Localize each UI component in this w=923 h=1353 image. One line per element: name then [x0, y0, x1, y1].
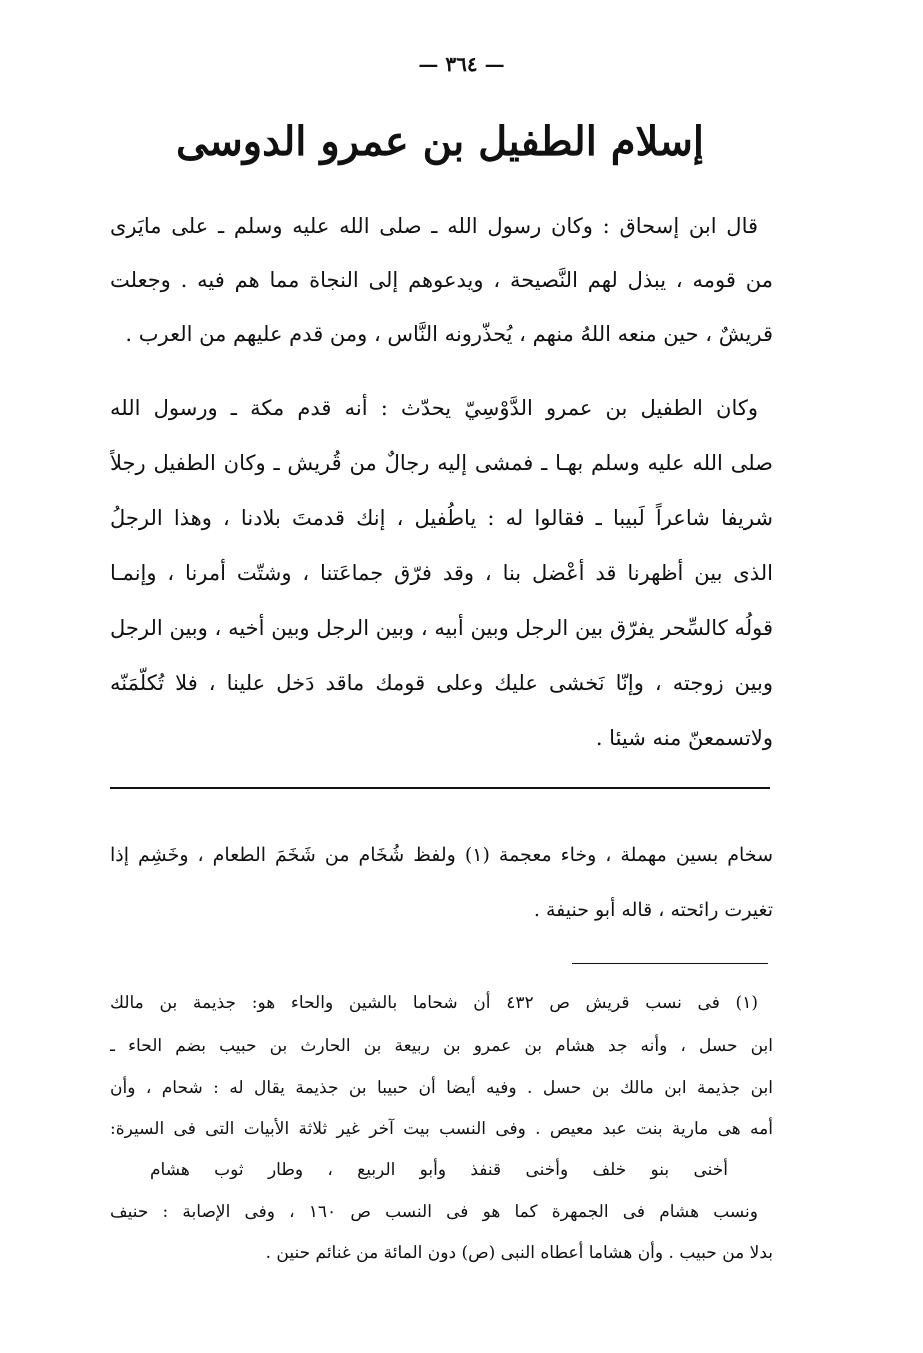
body-line: شريفا شاعراً لَبيبا ـ فقالوا له : ياطُفيل ، إنك قدمتَ بلادنا ، وهذا الرجلُ — [110, 506, 773, 530]
footnote-verse: أخنى بنو خلف وأخنى قنفذ وأبو الربيع ، وطار ثوب هشام — [150, 1160, 728, 1180]
footnote-line: (١) فى نسب قريش ص ٤٣٢ أن شحاما بالشين والحاء هو: جذيمة بن مالك — [110, 993, 758, 1013]
footnote-divider — [572, 963, 768, 964]
body-line: قولُه كالسِّحر يفرّق بين الرجل وبين أبيه ، وبين الرجل وبين أخيه ، وبين الرجل — [110, 616, 773, 640]
body-line: قال ابن إسحاق : وكان رسول الله ـ صلى الله عليه وسلم ـ على مايَرى — [110, 214, 758, 238]
chapter-title: إسلام الطفيل بن عمرو الدوسى — [175, 118, 705, 165]
body-line: من قومه ، يبذل لهم النَّصيحة ، ويدعوهم إلى النجاة مما هم فيه . وجعلت — [110, 268, 773, 292]
section-divider — [110, 787, 770, 789]
body-line: صلى الله عليه وسلم بهـا ـ فمشى إليه رجالٌ من قُريش ـ وكان الطفيل رجلاً — [110, 451, 773, 475]
body-line: وبين زوجته ، وإنّا نَخشى عليك وعلى قومك ماقد دَخل علينا ، فلا تُكلّمَنّه — [110, 671, 773, 695]
body-line: ولاتسمعنّ منه شيئا . — [595, 726, 773, 750]
footnote-line: بدلا من حبيب . وأن هشاما أعطاه النبى (ص) دون المائة من غنائم حنين . — [265, 1243, 773, 1263]
body-line: وكان الطفيل بن عمرو الدَّوْسِيّ يحدّث : أنه قدم مكة ـ ورسول الله — [110, 396, 758, 420]
footnote-line: أمه هى مارية بنت عبد معيص . وفى النسب بيت آخر غير ثلاثة الأبيات التى فى السيرة: — [110, 1119, 773, 1139]
body-line: قريشٌ ، حين منعه اللهُ منهم ، يُحذّرونه النَّاس ، ومن قدم عليهم من العرب . — [125, 322, 773, 346]
footnote-line: ابن جذيمة ابن مالك بن حسل . وفيه أيضا أن حبيبا بن جذيمة يقال له : شحام ، وأن — [110, 1078, 773, 1098]
footnote-line: ابن حسل ، وأنه جد هشام بن عمرو بن ربيعة بن الحارث بن حبيب بضم الحاء ـ — [110, 1036, 773, 1056]
footnote-line: ونسب هشام فى الجمهرة كما هو فى النسب ص ١٦٠ ، وفى الإصابة : حنيف — [110, 1202, 758, 1222]
page-number: — ٣٦٤ — — [418, 52, 505, 76]
body-line: الذى بين أظهرنا قد أعْضل بنا ، وقد فرّق جماعَتنا ، وشتّت أمرنا ، وإنمـا — [110, 561, 773, 585]
note-line: سخام بسين مهملة ، وخاء معجمة (١) ولفظ شُخَام من شَخَمَ الطعام ، وخَشِم إذا — [110, 844, 773, 866]
note-line: تغيرت رائحته ، قاله أبو حنيفة . — [533, 899, 773, 921]
